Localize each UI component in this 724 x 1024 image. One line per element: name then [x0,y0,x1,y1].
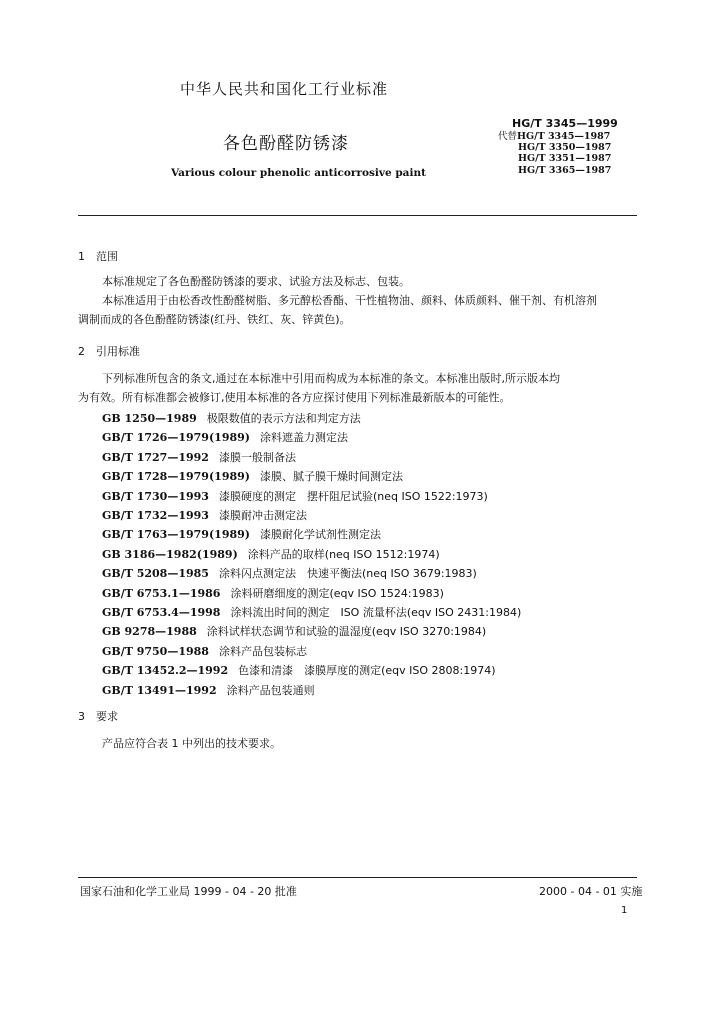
reference-item [102,525,521,544]
reference-code: GB 1250—1989 [102,412,197,425]
approval-date: 国家石油和化学工业局 1999 - 04 - 20 批准 [80,885,297,898]
page-number: 1 [621,905,628,916]
reference-title: 漆膜耐冲击测定法 [218,509,307,523]
standard-number: HG/T 3345—1999 [512,117,618,130]
reference-list [102,409,521,700]
reference-item [102,487,521,506]
implementation-date: 2000 - 04 - 01 实施 [539,885,643,898]
reference-item [102,448,521,467]
reference-code: GB/T 9750—1988 [102,644,209,658]
reference-item [102,661,521,680]
reference-title: 色漆和清漆 漆膜厚度的测定(eqv ISO 2808:1974) [238,664,496,678]
paragraph: 产品应符合表 1 中列出的技术要求。 [102,737,281,750]
reference-code: GB/T 1730—1993 [102,489,209,503]
reference-item [102,622,521,641]
reference-item [102,603,521,622]
document-title-chinese: 各色酚醛防锈漆 [223,134,349,154]
reference-item [102,564,521,583]
replaces-prefix: 代替 [498,131,518,142]
reference-title: 涂料闪点测定法 快速平衡法(neq ISO 3679:1983) [218,567,477,581]
reference-item [102,545,521,564]
reference-title: 漆膜耐化学试剂性测定法 [259,528,381,542]
paragraph: 下列标准所包含的条文,通过在本标准中引用而构成为本标准的条文。本标准出版时,所示版本均 [102,372,560,385]
reference-item [102,681,521,700]
reference-title: 涂料产品包装标志 [218,644,307,658]
reference-item [102,506,521,525]
standard-category-title: 中华人民共和国化工行业标准 [180,80,389,98]
paragraph-continuation: 为有效。所有标准都会被修订,使用本标准的各方应探讨使用下列标准最新版本的可能性。 [78,391,511,404]
replaced-standard-row [498,131,611,142]
section-title: 要求 [96,710,118,723]
paragraph-continuation: 调制而成的各色酚醛防锈漆(红丹、铁红、灰、锌黄色)。 [78,313,351,326]
reference-code: GB/T 1763—1979(1989) [102,528,250,542]
replaced-standard: HG/T 3345—1987 [517,131,611,142]
reference-code: GB/T 1728—1979(1989) [102,470,250,484]
reference-code: GB/T 1726—1979(1989) [102,431,250,445]
reference-title: 极限数值的表示方法和判定方法 [206,412,361,425]
replaced-standard: HG/T 3351—1987 [518,153,612,165]
reference-code: GB/T 13491—1992 [102,683,217,697]
paragraph: 本标准规定了各色酚醛防锈漆的要求、试验方法及标志、包装。 [102,275,410,288]
replaced-standards [498,131,611,176]
header-divider [78,215,637,216]
section-title: 范围 [96,250,118,263]
reference-title: 涂料遮盖力测定法 [259,431,348,445]
reference-title: 漆膜、腻子膜干燥时间测定法 [259,470,403,484]
reference-code: GB/T 6753.1—1986 [102,586,221,600]
paragraph: 本标准适用于由松香改性酚醛树脂、多元醇松香酯、干性植物油、颜料、体质颜料、催干剂、有机溶剂 [102,294,597,307]
document-title-english: Various colour phenolic anticorrosive paint [171,167,426,179]
section-number: 3 [78,710,85,723]
reference-item [102,467,521,486]
section-number: 2 [78,345,85,358]
reference-code: GB 9278—1988 [102,625,197,639]
section-title: 引用标准 [96,345,140,358]
reference-code: GB/T 6753.4—1998 [102,606,221,620]
replaced-standard: HG/T 3350—1987 [518,142,612,154]
reference-code: GB 3186—1982(1989) [102,547,238,561]
reference-title: 涂料产品包装通则 [226,683,315,697]
replaced-standard: HG/T 3365—1987 [518,164,612,176]
reference-item [102,642,521,661]
footer-divider [78,877,637,878]
reference-item [102,409,521,428]
reference-item [102,428,521,447]
reference-title: 漆膜一般制备法 [218,450,296,464]
reference-code: GB/T 13452.2—1992 [102,664,229,678]
section-heading-references [78,343,140,359]
reference-title: 涂料流出时间的测定 ISO 流量杯法(eqv ISO 2431:1984) [230,606,522,620]
reference-code: GB/T 1727—1992 [102,450,209,464]
reference-title: 涂料试样状态调节和试验的温湿度(eqv ISO 3270:1984) [206,625,487,639]
reference-title: 涂料研磨细度的测定(eqv ISO 1524:1983) [230,586,444,600]
reference-item [102,584,521,603]
section-heading-requirements [78,708,118,724]
reference-code: GB/T 1732—1993 [102,509,209,523]
reference-title: 漆膜硬度的测定 摆杆阻尼试验(neq ISO 1522:1973) [218,489,488,503]
section-heading-scope [78,248,118,264]
reference-code: GB/T 5208—1985 [102,567,209,581]
reference-title: 涂料产品的取样(neq ISO 1512:1974) [247,547,440,561]
section-number: 1 [78,250,85,263]
